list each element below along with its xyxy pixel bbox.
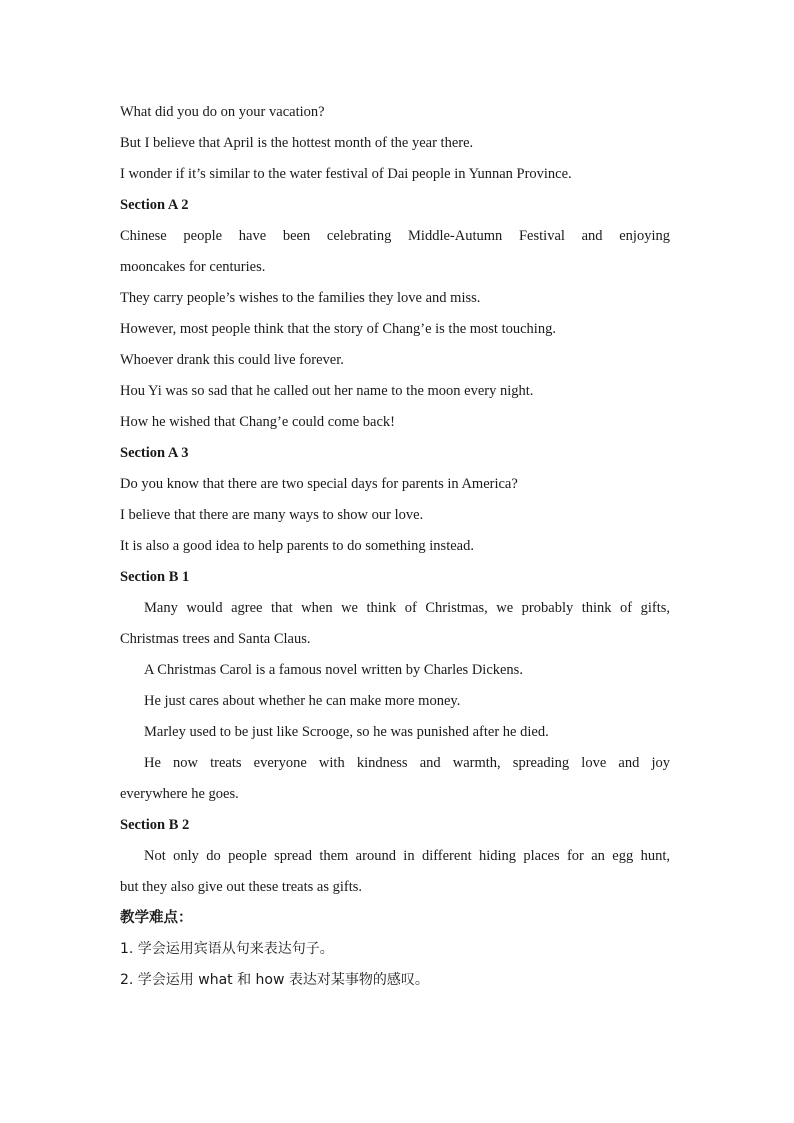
- sentence-line: It is also a good idea to help parents to do something instead.: [120, 538, 474, 554]
- sentence-line: I believe that there are many ways to show our love.: [120, 507, 424, 523]
- sentence-line: Do you know that there are two special days for parents in America?: [120, 476, 518, 492]
- sentence-line: Christmas trees and Santa Claus.: [120, 631, 311, 647]
- sentence-line: Whoever drank this could live forever.: [120, 352, 344, 368]
- sentence-line: I wonder if it’s similar to the water festival of Dai people in Yunnan Province.: [120, 166, 572, 182]
- sentence-line: Chinese people have been celebrating Middle-Autumn Festival and enjoying: [120, 228, 670, 244]
- section-heading: Section B 2: [120, 817, 190, 833]
- sentence-line: How he wished that Chang’e could come back!: [120, 414, 396, 430]
- sentence-line: Many would agree that when we think of Christmas, we probably think of gifts,: [144, 600, 670, 616]
- sentence-line: But I believe that April is the hottest month of the year there.: [120, 135, 474, 151]
- teaching-difficulties-heading: 教学难点：: [120, 910, 193, 926]
- sentence-line: He just cares about whether he can make more money.: [144, 693, 461, 709]
- sentence-line: They carry people’s wishes to the families they love and miss.: [120, 290, 481, 306]
- document-body: [120, 97, 670, 996]
- section-heading: Section A 2: [120, 197, 189, 213]
- sentence-line: However, most people think that the story of Chang’e is the most touching.: [120, 321, 556, 337]
- section-heading: Section A 3: [120, 445, 189, 461]
- sentence-line: Not only do people spread them around in different hiding places for an egg hunt,: [144, 848, 670, 864]
- section-heading: Section B 1: [120, 569, 190, 585]
- difficulty-item: 2. 学会运用 what 和 how 表达对某事物的感叹。: [120, 972, 429, 988]
- sentence-line: Marley used to be just like Scrooge, so he was punished after he died.: [144, 724, 549, 740]
- sentence-line: What did you do on your vacation?: [120, 104, 325, 120]
- sentence-line: everywhere he goes.: [120, 786, 239, 802]
- sentence-line: He now treats everyone with kindness and warmth, spreading love and joy: [144, 755, 670, 771]
- sentence-line: mooncakes for centuries.: [120, 259, 266, 275]
- sentence-line: but they also give out these treats as gifts.: [120, 879, 363, 895]
- sentence-line: A Christmas Carol is a famous novel written by Charles Dickens.: [144, 662, 523, 678]
- sentence-line: Hou Yi was so sad that he called out her name to the moon every night.: [120, 383, 534, 399]
- difficulty-item: 1. 学会运用宾语从句来表达句子。: [120, 941, 334, 957]
